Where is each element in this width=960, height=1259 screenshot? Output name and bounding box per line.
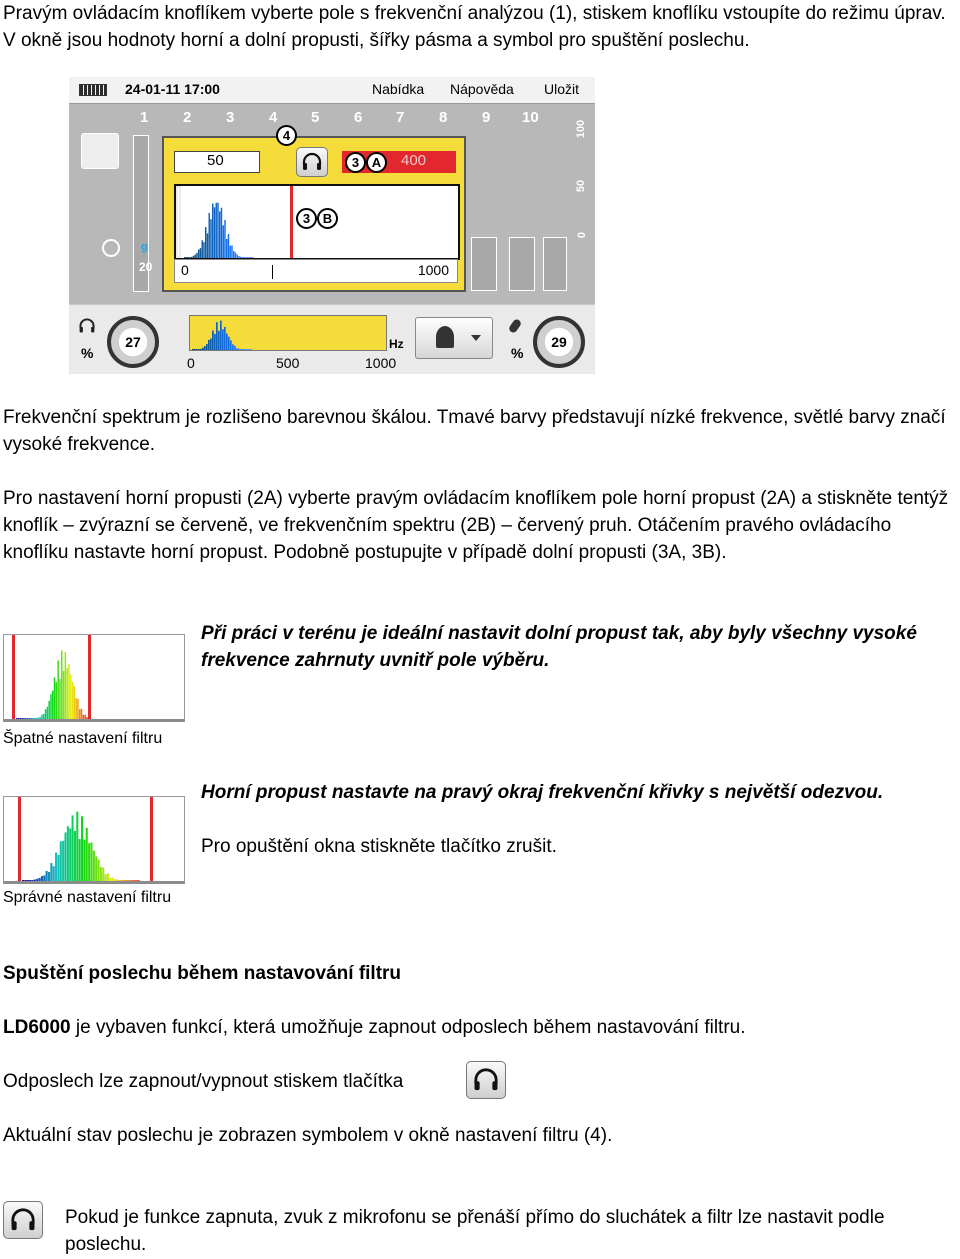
- spectrum-bar: [228, 234, 229, 258]
- spectrum-bar: [81, 709, 83, 719]
- ld6000-description: je vybaven funkcí, která umožňuje zapnout odposlech během nastavování filtru.: [70, 1017, 746, 1038]
- spectrum-bar: [29, 880, 31, 881]
- spectrum-bar: [54, 677, 56, 719]
- spectrum-bar: [196, 253, 197, 258]
- mini-spectrum-svg: [190, 316, 386, 350]
- spectrum-bar: [209, 213, 210, 258]
- spectrum-bar: [222, 329, 224, 350]
- spectrum-bar: [126, 880, 128, 881]
- callout-4: 4: [276, 125, 297, 146]
- spectrum-bar: [72, 682, 74, 719]
- spectrum-bar: [128, 880, 130, 881]
- spectrum-bar: [16, 718, 18, 719]
- spectrum-bar: [230, 246, 231, 258]
- section-heading: Spuštění poslechu během nastavování filtru: [3, 963, 402, 984]
- spectrum-bar: [50, 863, 52, 881]
- low-pass-value: 50: [207, 152, 224, 169]
- filter-axis: [174, 259, 458, 283]
- headphones-button[interactable]: [466, 1061, 506, 1099]
- spectrum-bar: [39, 878, 41, 881]
- headphones-icon: [9, 1207, 37, 1233]
- spectrum-bar: [133, 880, 135, 881]
- spectrum-bar: [219, 211, 220, 258]
- spectrum-bar: [248, 349, 250, 350]
- low-pass-field[interactable]: [174, 151, 260, 173]
- spectrum-bar: [138, 880, 140, 881]
- microphone-icon: [508, 318, 523, 334]
- ld6000-paragraph: [3, 1014, 958, 1041]
- spectrum-bar: [90, 842, 92, 881]
- spectrum-bar: [112, 877, 114, 881]
- unit-label: Hz: [389, 337, 404, 351]
- spectrum-bar: [70, 674, 72, 719]
- spectrum-bar: [216, 322, 218, 350]
- spectrum-bar: [204, 346, 206, 350]
- mini-axis-max: 1000: [365, 355, 397, 371]
- mini-spectrum[interactable]: [189, 315, 387, 351]
- spectrum-bar: [226, 334, 228, 350]
- battery-icon: [79, 84, 107, 96]
- spectrum-bar: [86, 717, 88, 719]
- spectrum-bar: [207, 233, 208, 258]
- high-pass-value: 400: [401, 152, 427, 169]
- channel-bar: [509, 237, 535, 291]
- spectrum-bar: [224, 327, 226, 350]
- callout-3b: 3 B: [296, 208, 338, 229]
- spectrum-bar: [236, 348, 238, 350]
- spectrum-bar: [114, 879, 116, 881]
- spectrum-bar: [39, 717, 41, 719]
- spectrum-bar: [200, 248, 201, 258]
- spectrum-bar: [102, 868, 104, 881]
- spectrum-bar: [36, 718, 38, 719]
- spectrum-bar: [116, 879, 118, 881]
- side-value: 20: [139, 260, 153, 274]
- axis-cursor: [272, 265, 273, 279]
- status-paragraph: Aktuální stav poslechu je zobrazen symbolem v okně nastavení filtru (4).: [3, 1125, 613, 1146]
- spectrum-bar: [195, 255, 196, 258]
- channel-number: 9: [482, 109, 491, 126]
- spectrum-bar: [233, 251, 234, 258]
- spectrum-bar: [245, 257, 246, 258]
- intro-paragraph: Pravým ovládacím knoflíkem vyberte pole s frekvenční analýzou (1), stiskem knoflíku vstoupíte do režimu úprav. V okně jsou hodnoty horní a dolní propusti, šířky pásma a symbol pro spuštění poslechu.: [3, 3, 946, 51]
- scale-label: 50: [575, 179, 588, 193]
- spectrum-bar: [84, 715, 86, 719]
- axis-min: 0: [181, 262, 189, 278]
- spectrum-bar: [21, 718, 23, 719]
- spectrum-bar: [20, 718, 22, 719]
- percent-label: %: [81, 345, 94, 361]
- spectrum-bar: [189, 257, 190, 258]
- mini-spectrum-bars: [192, 321, 252, 350]
- bad-filter-thumbnail: [3, 634, 185, 722]
- device-save-button[interactable]: Uložit: [544, 81, 580, 97]
- spectrum-bar: [53, 866, 55, 881]
- spectrum-bar: [27, 718, 29, 719]
- spectrum-bar: [50, 694, 52, 719]
- low-pass-marker: [12, 635, 15, 719]
- channel-number: 5: [311, 109, 320, 126]
- spectrum-bar: [212, 331, 214, 350]
- spectrum-bar: [240, 257, 241, 258]
- spectrum-bar: [223, 225, 224, 258]
- channel-number: 7: [396, 109, 405, 126]
- high-pass-marker: [88, 635, 91, 719]
- device-menu-button[interactable]: Nabídka: [372, 81, 425, 97]
- spectrum-bar: [60, 841, 62, 881]
- channel-number: 2: [183, 109, 192, 126]
- mini-axis-mid: 500: [276, 355, 300, 371]
- spectrum-bar: [214, 334, 216, 350]
- spectrum-bar: [198, 349, 200, 350]
- spectrum-bar: [22, 880, 24, 881]
- spectrum-bar: [224, 220, 225, 258]
- spectrum-bar: [221, 208, 222, 258]
- spectrum-bar: [45, 709, 47, 719]
- spectrum-bar: [202, 348, 204, 350]
- spectrum-bar: [41, 715, 43, 719]
- spectrum-bar: [226, 239, 227, 258]
- spectrum-bar: [43, 875, 45, 881]
- tip-high-pass: Horní propust nastavte na pravý okraj frekvenční křivky s největší odezvou.: [201, 782, 884, 803]
- spectrum-bar: [74, 686, 76, 719]
- mini-axis-min: 0: [187, 355, 195, 371]
- spectrum-bar: [61, 650, 63, 719]
- caption-good-setting: Správné nastavení filtru: [3, 889, 172, 906]
- headphones-icon: [301, 152, 323, 172]
- spectrum-bar: [192, 349, 194, 350]
- spectrum-bar: [18, 718, 20, 719]
- spectrum-bar: [43, 714, 45, 719]
- spectrum-bar: [206, 344, 208, 350]
- spectrum-bar: [83, 715, 85, 719]
- low-pass-marker: [177, 186, 180, 258]
- spectrum-bar: [244, 349, 246, 350]
- dropdown-icon: [471, 335, 481, 341]
- spectrum-bar: [200, 349, 202, 350]
- spectrum-bar: [210, 339, 212, 350]
- spectrum-bar: [98, 860, 100, 881]
- spectrum-bar: [23, 718, 25, 719]
- spectrum-bar: [214, 207, 215, 258]
- spectrum-bar: [52, 691, 54, 719]
- spectrum-bar: [76, 812, 78, 881]
- spectrum-bar: [86, 828, 88, 881]
- spectrum-bar: [135, 880, 137, 881]
- spectrum-bar: [67, 826, 69, 881]
- spectrum-bar: [107, 874, 109, 881]
- spectrum-bar: [27, 880, 29, 881]
- spectrum-bar: [238, 256, 239, 258]
- spectrum-bar: [251, 257, 252, 258]
- spectrum-bar: [230, 340, 232, 350]
- spectrum-bar: [77, 699, 79, 719]
- good-filter-thumbnail: [3, 796, 185, 884]
- spectrum-bar: [220, 321, 222, 350]
- high-pass-marker: [290, 186, 293, 258]
- scale-label: 0: [576, 231, 589, 239]
- spectrum-bar: [57, 855, 59, 881]
- spectrum-bar: [238, 349, 240, 350]
- spectrum-bar: [62, 841, 64, 881]
- spectrum-bar: [72, 815, 74, 881]
- spectrum-bar: [186, 257, 187, 258]
- spectrum-bar: [32, 718, 34, 719]
- spectrum-bar: [79, 839, 81, 881]
- percent-label: %: [511, 345, 524, 361]
- spectrum-bar: [46, 871, 48, 881]
- spectrum-bar: [81, 816, 83, 881]
- channel-bar: [543, 237, 567, 291]
- spectrum-bar: [198, 249, 199, 258]
- spectrum-bar: [68, 664, 70, 719]
- spectrum-bar: [34, 880, 36, 881]
- spectrum-bar: [24, 880, 26, 881]
- spectrum-bar: [75, 698, 77, 719]
- spectrum-bar: [119, 880, 121, 881]
- spectrum-bar: [242, 257, 243, 258]
- good-filter-spectrum: [4, 797, 184, 881]
- channel-number: 3: [226, 109, 235, 126]
- spectrum-bar: [121, 880, 123, 881]
- spectrum-bar: [59, 679, 61, 719]
- spectrum-bar: [252, 257, 253, 258]
- spectrum-bar: [65, 652, 67, 719]
- volume-knob-right[interactable]: 29: [533, 316, 585, 368]
- spectrum-bar: [131, 880, 133, 881]
- spectrum-bar: [184, 257, 185, 258]
- device-bottom-panel: [69, 305, 595, 374]
- channel-number: 4: [269, 109, 278, 126]
- spectrum-bar: [57, 660, 59, 719]
- spectrum-bar: [237, 255, 238, 258]
- spectrum-bar: [34, 718, 36, 719]
- spectrum-bar: [196, 349, 198, 350]
- bad-filter-spectrum: [4, 635, 184, 719]
- side-g-label: g: [141, 241, 148, 253]
- spectrum-bar: [25, 718, 27, 719]
- spectrum-bars: [184, 203, 254, 258]
- headphones-icon: [78, 317, 96, 335]
- spectrum-bar: [55, 853, 57, 881]
- spectrum-bar: [210, 219, 211, 258]
- spectrum-bar: [244, 257, 245, 258]
- spectrum-bar: [48, 701, 50, 719]
- device-datetime: 24-01-11 17:00: [125, 81, 220, 97]
- spectrum-bar: [235, 252, 236, 258]
- spectrum-bar: [48, 872, 50, 881]
- spectrum-bar: [212, 203, 213, 258]
- spectrum-bar: [69, 828, 71, 881]
- spectrum-color-paragraph: Frekvenční spektrum je rozlišeno barevnou škálou. Tmavé barvy představují nízké frekvence, světlé barvy značí vysoké frekvence.: [3, 407, 946, 455]
- spectrum-mode-icon[interactable]: [81, 133, 119, 169]
- spectrum-bar: [88, 843, 90, 881]
- spectrum-bar: [231, 245, 232, 258]
- filter-settings-window[interactable]: [162, 128, 466, 292]
- filter-spectrum[interactable]: [174, 184, 460, 260]
- volume-knob-left[interactable]: 27: [107, 316, 159, 368]
- spectrum-bar: [208, 340, 210, 350]
- spectrum-bar: [202, 240, 203, 258]
- spectrum-bar: [56, 682, 58, 719]
- spectrum-bar: [36, 879, 38, 881]
- toggle-paragraph: Odposlech lze zapnout/vypnout stiskem tlačítka: [3, 1071, 404, 1092]
- spectrum-bar: [66, 668, 68, 719]
- low-pass-marker: [18, 797, 21, 881]
- spectrum-bar: [246, 349, 248, 350]
- spectrum-bar: [38, 717, 40, 719]
- axis-max: 1000: [417, 262, 449, 278]
- headphones-on-icon-box: [3, 1201, 43, 1239]
- filter-setting-paragraph: Pro nastavení horní propusti (2A) vyberte pravým ovládacím knoflíkem pole horní propust (2A) a stiskněte tentýž knoflík – zvýrazní se červeně, ve frekvenčním spektru (2B) – červený pruh. Otáčením pravého ovládacího knoflíku nastavte horní propust. Podobně postupujte v případě dolní propusti (3A, 3B).: [3, 488, 949, 563]
- spectrum-bar: [240, 349, 242, 350]
- spectrum-bar: [216, 203, 217, 258]
- spectrum-bar: [74, 831, 76, 881]
- target-icon: [102, 239, 120, 257]
- spectrum-bar: [93, 851, 95, 881]
- headphones-toggle[interactable]: [296, 147, 328, 177]
- callout-3a: 3 A: [345, 152, 387, 173]
- spectrum-bar: [31, 880, 33, 881]
- channel-number: 8: [439, 109, 448, 126]
- spectrum-bar: [63, 671, 65, 719]
- spectrum-bar: [232, 344, 234, 350]
- spectrum-bar: [228, 337, 230, 350]
- channel-number: 6: [354, 109, 363, 126]
- model-name: LD6000: [3, 1017, 71, 1038]
- headphones-icon: [472, 1067, 500, 1093]
- spectrum-bar: [193, 256, 194, 258]
- high-pass-marker: [150, 797, 153, 881]
- spectrum-bar: [250, 349, 252, 350]
- spectrum-bar: [64, 832, 66, 881]
- spectrum-bar: [95, 856, 97, 881]
- spectrum-bar: [218, 331, 220, 350]
- scale-label: 100: [575, 119, 588, 139]
- spectrum-bar: [41, 876, 43, 881]
- channel-bar: [471, 237, 497, 291]
- caption-bad-setting: Špatné nastavení filtru: [3, 730, 163, 747]
- mic-mode-button[interactable]: [415, 317, 493, 359]
- spectrum-bar: [100, 867, 102, 881]
- spectrum-bar: [194, 349, 196, 350]
- spectrum-bar: [242, 349, 244, 350]
- sensor-icon: [436, 326, 454, 348]
- spectrum-bar: [83, 840, 85, 881]
- channel-number: 1: [140, 109, 149, 126]
- spectrum-bar: [203, 242, 204, 258]
- device-screenshot: [69, 77, 595, 374]
- spectrum-bar: [123, 880, 125, 881]
- spectrum-bar: [217, 203, 218, 258]
- spectrum-bar: [191, 257, 192, 258]
- spectrum-bar: [249, 257, 250, 258]
- function-on-paragraph: Pokud je funkce zapnuta, zvuk z mikrofonu se přenáší přímo do sluchátek a filtr lze nastavit podle poslechu.: [65, 1207, 885, 1255]
- spectrum-bar: [105, 874, 107, 881]
- spectrum-bar: [247, 257, 248, 258]
- spectrum-bar: [205, 227, 206, 258]
- tip-low-pass: Při práci v terénu je ideální nastavit dolní propust tak, aby byly všechny vysoké frekvence zahrnuty uvnitř pole výběru.: [201, 623, 917, 671]
- spectrum-bar: [29, 718, 31, 719]
- exit-instruction: Pro opuštění okna stiskněte tlačítko zrušit.: [201, 836, 557, 857]
- spectrum-bar: [234, 346, 236, 350]
- spectrum-bar: [30, 718, 32, 719]
- spectrum-bar: [109, 878, 111, 881]
- spectrum-bar: [79, 709, 81, 719]
- device-top-bar: [69, 77, 595, 104]
- spectrum-bar: [47, 707, 49, 719]
- device-help-button[interactable]: Nápověda: [450, 81, 514, 97]
- spectrum-bar: [188, 257, 189, 258]
- channel-number: 10: [522, 109, 539, 126]
